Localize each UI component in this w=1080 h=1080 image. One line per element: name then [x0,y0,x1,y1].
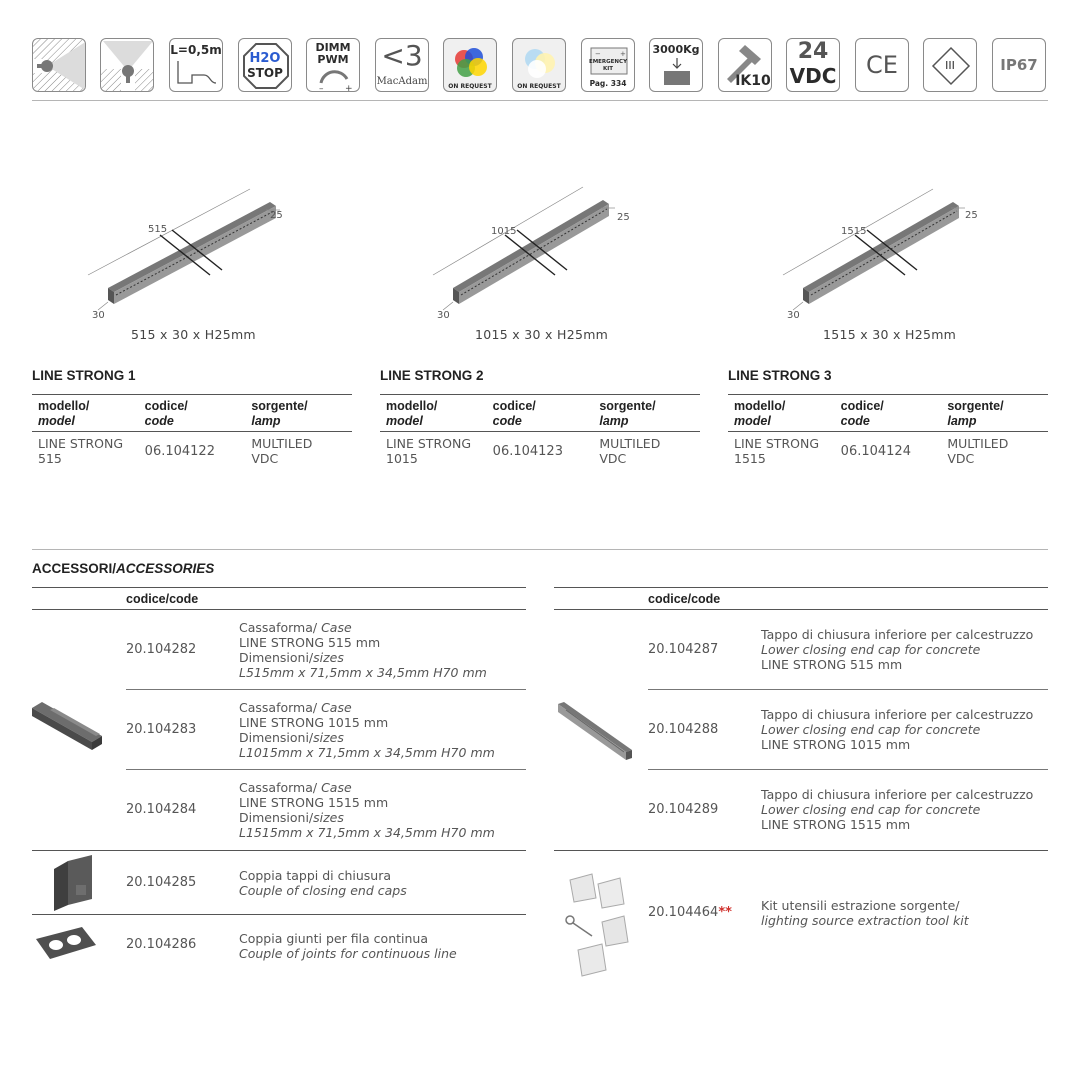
accessories-title: ACCESSORI/ACCESSORIES [32,561,215,576]
model-source: MULTILED VDC [599,436,661,466]
height-dimension: 25 [270,210,283,221]
rgb-color-icon [443,38,497,92]
model-code: 06.104123 [492,443,563,459]
voltage-icon [786,38,840,92]
header-model: modello/ model [38,399,90,428]
voltage-value: 24 [797,39,829,64]
accessory-description: Cassaforma/ Case LINE STRONG 1515 mm Dimensioni/sizes L1515mm x 71,5mm x 34,5mm H70 mm [239,780,495,840]
height-dimension: 25 [617,212,630,223]
model-table-2 [380,368,700,470]
header-model: modello/ model [386,399,438,428]
svg-text:+: + [620,50,626,58]
height-dimension: 25 [965,210,978,221]
wall-wash-icon [32,38,86,92]
drawing-line-strong-515 [80,180,310,330]
length-dimension: 515 [148,224,168,235]
header-code: codice/ code [840,399,884,428]
header-source: sorgente/ lamp [947,399,1004,428]
cable-length-label: L=0,5m [170,43,222,57]
accessory-code: 20.104288 [648,722,719,737]
size-caption-1515: 1515 x 30 x H25mm [823,327,957,342]
model-code: 06.104122 [144,443,215,459]
drawing-line-strong-1515 [775,180,1005,330]
emergency-kit-label: KIT [602,66,614,72]
accessory-code: 20.104287 [648,642,719,657]
svg-text:−: − [595,50,601,58]
voltage-unit: VDC [789,64,837,88]
dimmable-icon [306,38,360,92]
width-dimension: 30 [92,310,105,321]
model-table-1 [32,368,352,470]
right-code-header: codice/code [648,592,721,606]
accessory-description: Coppia tappi di chiusura Couple of closing end caps [239,868,407,898]
model-title: LINE STRONG 3 [728,368,832,383]
header-code: codice/ code [144,399,188,428]
end-cap-concrete-image [556,700,636,766]
table-row [32,432,352,470]
table-rule [554,587,1048,588]
accessory-code: 20.104284 [126,802,197,817]
table-header [380,395,700,431]
accessory-code: 20.104289 [648,802,719,817]
table-rule [32,609,526,610]
end-caps-image [50,855,100,915]
width-dimension: 30 [437,310,450,321]
accessory-description: Coppia giunti per fila continua Couple of joints for continuous line [239,931,457,961]
tunable-white-icon [512,38,566,92]
load-label: 3000Kg [652,43,700,56]
model-source: MULTILED VDC [251,436,313,466]
drawing-line-strong-1015 [425,180,655,330]
impact-hammer-icon [718,38,772,92]
size-caption-1015: 1015 x 30 x H25mm [475,327,609,342]
ip67-icon [992,38,1046,92]
table-header [728,395,1048,431]
header-source: sorgente/ lamp [251,399,308,428]
model-title: LINE STRONG 1 [32,368,136,383]
emergency-page-ref: Pag. 334 [589,79,627,88]
accessory-description: Tappo di chiusura inferiore per calcestruzzo Lower closing end cap for concrete LINE STRONG 515 mm [761,627,1034,672]
header-model: modello/ model [734,399,786,428]
model-table-3 [728,368,1048,470]
macadam-label: MacAdam [376,76,428,87]
table-header [32,395,352,431]
accessory-code: 20.104282 [126,642,197,657]
macadam-value: <3 [381,39,423,72]
extraction-tool-kit-image [562,870,644,986]
h2o-label: H2O [249,51,281,66]
class-iii-label: III [945,59,955,72]
accessory-code: 20.104464** [648,905,732,920]
load-capacity-icon [649,38,703,92]
accessory-description: Cassaforma/ Case LINE STRONG 1015 mm Dimensioni/sizes L1015mm x 71,5mm x 34,5mm H70 mm [239,700,495,760]
macadam-icon [375,38,429,92]
table-rule [32,587,526,588]
svg-text:–: – [319,84,324,93]
svg-text:+: + [345,84,353,93]
table-rule [554,609,1048,610]
accessory-code: 20.104283 [126,722,197,737]
header-code: codice/ code [492,399,536,428]
model-name: LINE STRONG 1515 [734,436,820,466]
joints-image [34,925,98,969]
accessory-code: 20.104285 [126,875,197,890]
class-iii-icon [923,38,977,92]
accessory-description: Cassaforma/ Case LINE STRONG 515 mm Dimensioni/sizes L515mm x 71,5mm x 34,5mm H70 mm [239,620,487,680]
water-stop-icon [238,38,292,92]
accessory-code: 20.104286 [126,937,197,952]
white-on-request: ON REQUEST [517,83,561,90]
pwm-label: PWM [317,53,349,66]
cable-length-icon [169,38,223,92]
table-row [728,432,1048,470]
row-divider [648,769,1048,770]
header-source: sorgente/ lamp [599,399,656,428]
table-rule [554,850,1048,851]
floor-uplight-icon [100,38,154,92]
ik10-label: IK10 [735,73,771,89]
accessory-description: Tappo di chiusura inferiore per calcestruzzo Lower closing end cap for concrete LINE STRONG 1515 mm [761,787,1034,832]
stop-label: STOP [247,66,283,80]
ce-mark-icon [855,38,909,92]
left-code-header: codice/code [126,592,199,606]
accessory-description: Kit utensili estrazione sorgente/ lighting source extraction tool kit [761,898,969,928]
ip67-label: IP67 [1000,56,1038,74]
footnote-mark: ** [718,905,732,920]
row-divider [126,689,526,690]
table-row [380,432,700,470]
row-divider [648,689,1048,690]
length-dimension: 1515 [841,226,867,237]
row-divider [126,769,526,770]
dimm-label: DIMM [315,41,351,54]
model-name: LINE STRONG 1015 [386,436,472,466]
section-divider [32,549,1048,550]
model-title: LINE STRONG 2 [380,368,484,383]
width-dimension: 30 [787,310,800,321]
model-name: LINE STRONG 515 [38,436,124,466]
certification-icon-strip [32,38,1048,94]
header-divider [32,100,1048,101]
case-profile-image [30,700,104,756]
ce-label: CE [866,51,898,79]
emergency-kit-icon [581,38,635,92]
accessory-description: Tappo di chiusura inferiore per calcestruzzo Lower closing end cap for concrete LINE STRONG 1015 mm [761,707,1034,752]
rgb-on-request: ON REQUEST [448,83,492,90]
emergency-label: EMERGENCY [588,59,628,65]
model-code: 06.104124 [840,443,911,459]
size-caption-515: 515 x 30 x H25mm [131,327,256,342]
model-source: MULTILED VDC [947,436,1009,466]
length-dimension: 1015 [491,226,517,237]
table-rule [32,850,526,851]
table-rule [32,914,526,915]
